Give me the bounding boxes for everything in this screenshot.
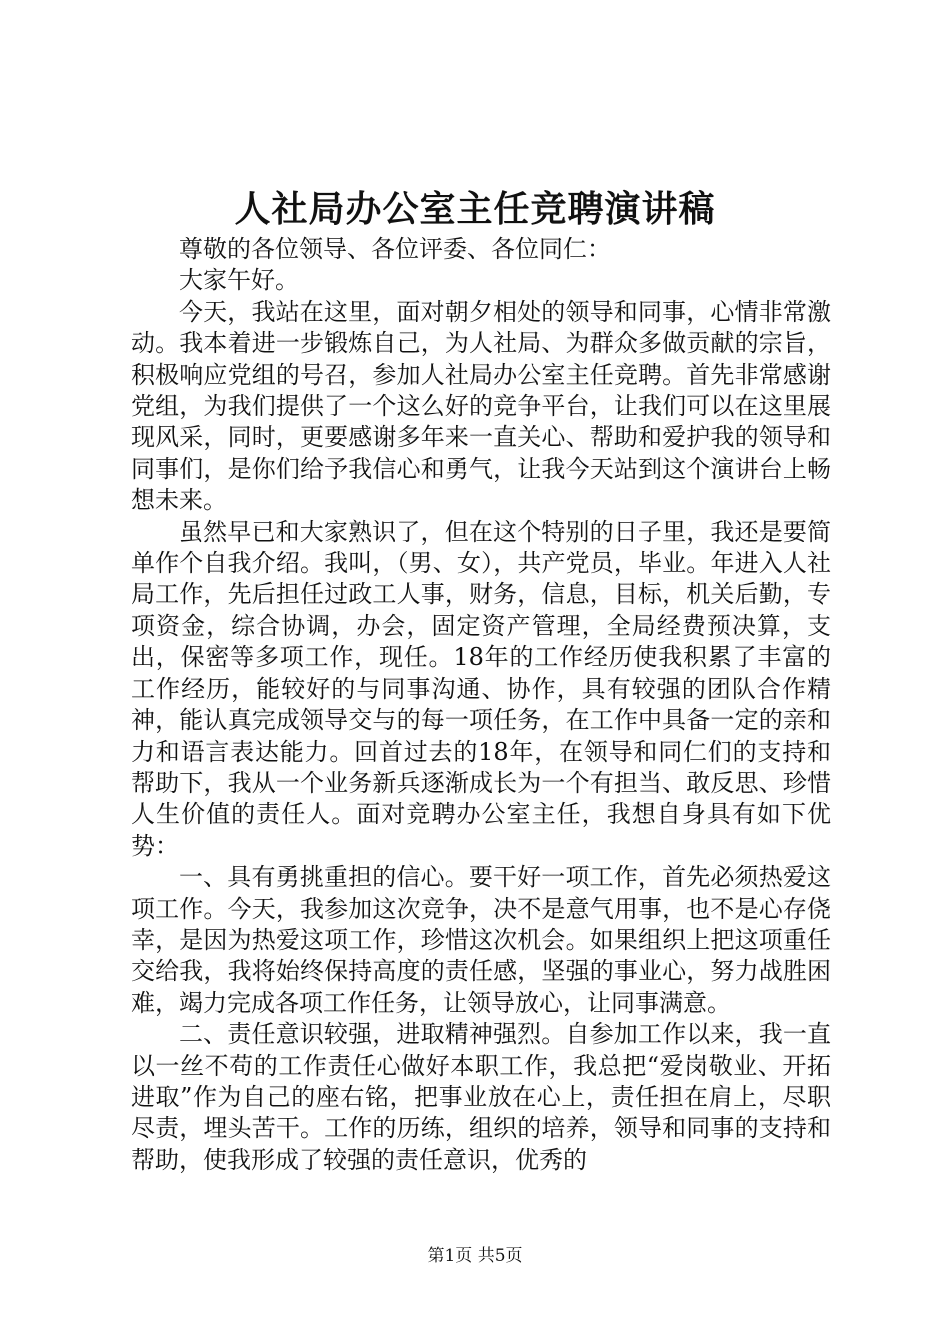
advantage-two-paragraph: 二、责任意识较强，进取精神强烈。自参加工作以来，我一直以一丝不苟的工作责任心做好本职工作，我总把“爱岗敬业、开拓进取”作为自己的座右铭，把事业放在心上，责任担在肩上，尽职尽责，埋头苦干。工作的历练，组织的培养，领导和同事的支持和帮助，使我形成了较强的责任意识，优秀的	[131, 1020, 831, 1174]
page-number-footer: 第1页 共5页	[427, 1246, 523, 1266]
greeting-paragraph: 大家午好。	[179, 266, 299, 295]
advantage-one-paragraph: 一、具有勇挑重担的信心。要干好一项工作，首先必须热爱这项工作。今天，我参加这次竞争，决不是意气用事，也不是心存侥幸，是因为热爱这项工作，珍惜这次机会。如果组织上把这项重任交给我，我将始终保持高度的责任感，坚强的事业心，努力战胜困难，竭力完成各项工作任务，让领导放心，让同事满意。	[131, 863, 831, 1017]
document-title: 人社局办公室主任竞聘演讲稿	[234, 188, 716, 230]
document-body	[131, 234, 831, 1176]
salutation-paragraph: 尊敬的各位领导、各位评委、各位同仁：	[179, 235, 611, 263]
self-introduction-paragraph: 虽然早已和大家熟识了，但在这个特别的日子里，我还是要简单作个自我介绍。我叫，（男、女），共产党员，毕业。年进入人社局工作，先后担任过政工人事，财务，信息，目标，机关后勤，专项资金，综合协调，办会，固定资产管理，全局经费预决算，支出，保密等多项工作，现任。18年的工作经历使我积累了丰富的工作经历，能较好的与同事沟通、协作，具有较强的团队合作精神，能认真完成领导交与的每一项任务，在工作中具备一定的亲和力和语言表达能力。回首过去的18年，在领导和同仁们的支持和帮助下，我从一个业务新兵逐渐成长为一个有担当、敢反思、珍惜人生价值的责任人。面对竞聘办公室主任，我想自身具有如下优势：	[131, 517, 831, 860]
opening-paragraph: 今天，我站在这里，面对朝夕相处的领导和同事，心情非常激动。我本着进一步锻炼自己，为人社局、为群众多做贡献的宗旨，积极响应党组的号召，参加人社局办公室主任竞聘。首先非常感谢党组，为我们提供了一个这么好的竞争平台，让我们可以在这里展现风采，同时，更要感谢多年来一直关心、帮助和爱护我的领导和同事们，是你们给予我信心和勇气，让我今天站到这个演讲台上畅想未来。	[131, 297, 831, 515]
